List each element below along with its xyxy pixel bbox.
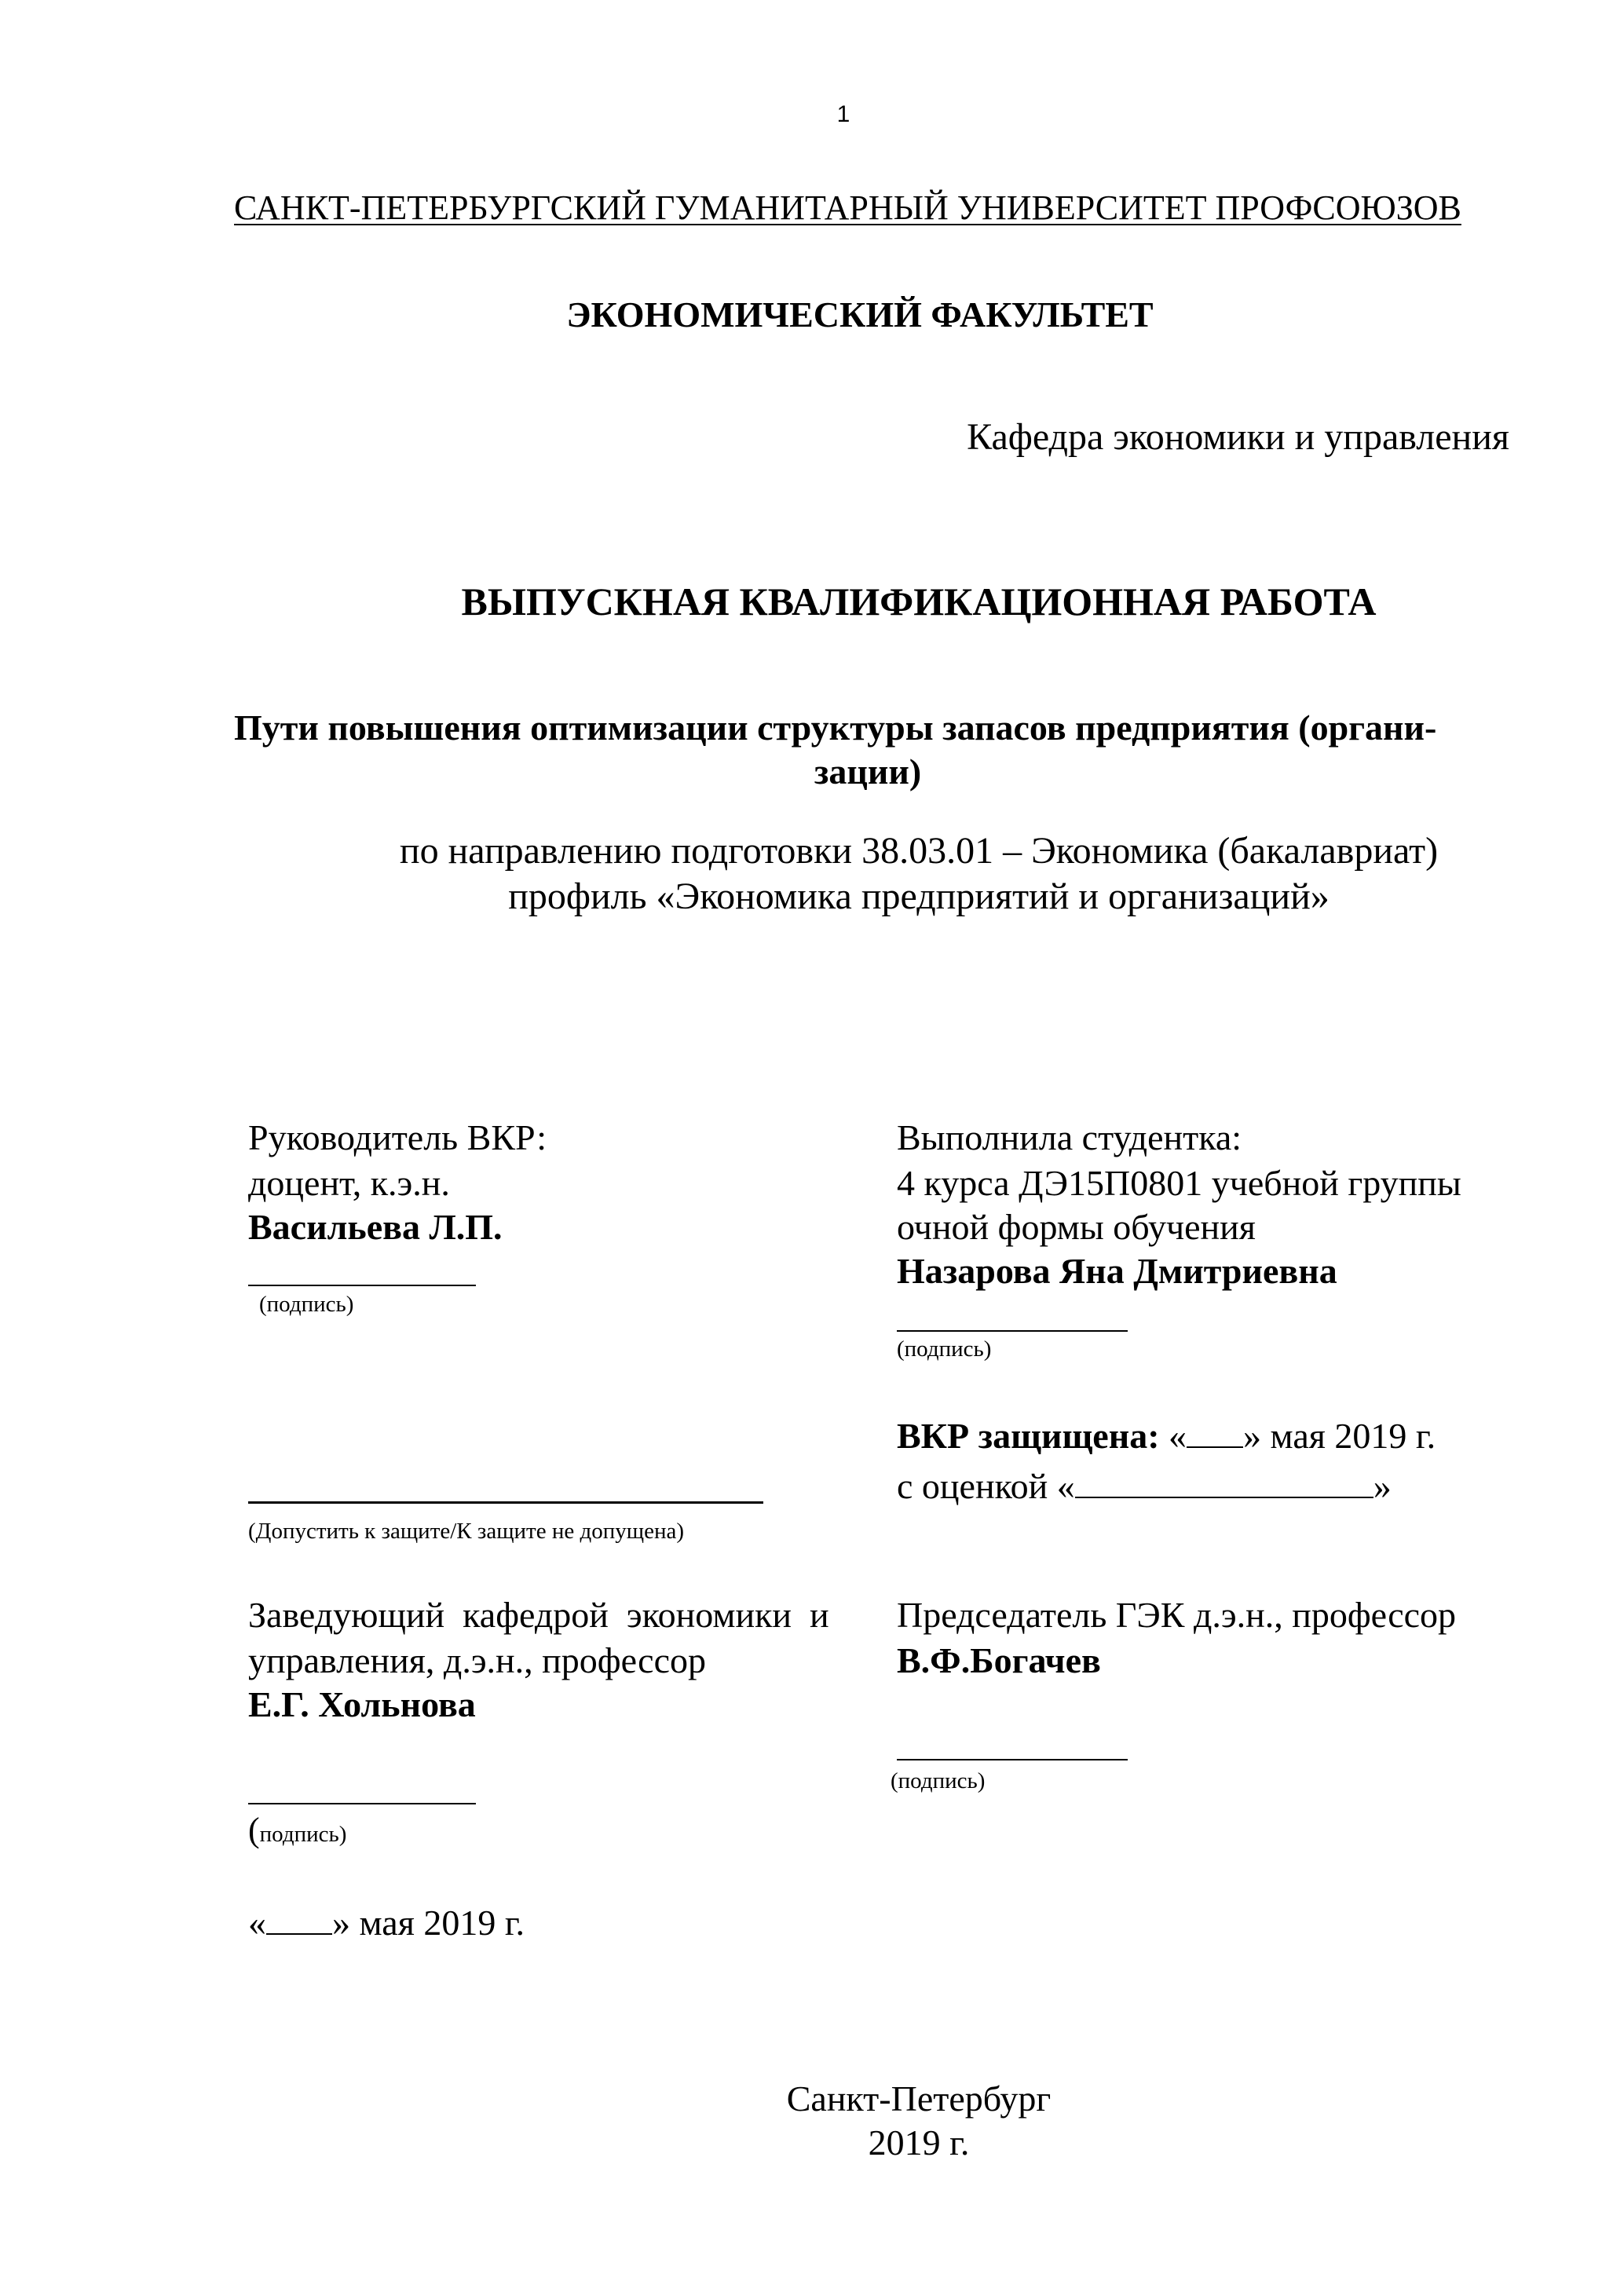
chairman-name: В.Ф.Богачев: [897, 1640, 1101, 1680]
student-course: 4 курса ДЭ15П0801 учебной группы: [897, 1163, 1461, 1203]
head-signature-caption: [248, 1811, 346, 1858]
head-signature-text: подпись): [259, 1822, 347, 1847]
head-signature-line: [248, 1803, 476, 1804]
supervisor-signature-caption: (подпись): [259, 1292, 354, 1317]
head-title-line1: Заведующий кафедрой экономики и: [248, 1595, 829, 1635]
admission-line: [248, 1501, 763, 1504]
defense-line: [897, 1413, 1436, 1459]
defense-date-open: «: [1169, 1416, 1187, 1456]
head-date-close: »: [332, 1903, 350, 1943]
supervisor-degree: доцент, к.э.н.: [248, 1163, 450, 1203]
department-name: Кафедра экономики и управления: [967, 416, 1509, 458]
page-number: 1: [836, 101, 850, 127]
head-day-blank: [266, 1933, 332, 1935]
work-type-title: ВЫПУСКНАЯ КВАЛИФИКАЦИОННАЯ РАБОТА: [461, 579, 1377, 623]
grade-line: [897, 1464, 1392, 1509]
supervisor-label: Руководитель ВКР:: [248, 1117, 547, 1157]
supervisor-signature-line: [248, 1285, 476, 1286]
defense-label: ВКР защищена:: [897, 1416, 1160, 1456]
footer-city: Санкт-Петербург: [786, 2078, 1052, 2119]
chairman-signature-caption: (подпись): [891, 1768, 986, 1793]
work-title-line2: зации): [814, 751, 922, 792]
direction-line: по направлению подготовки 38.03.01 – Экономика (бакалавриат): [399, 830, 1439, 872]
student-signature-caption: (подпись): [897, 1336, 992, 1362]
profile-line: профиль «Экономика предприятий и организаций»: [508, 876, 1330, 917]
head-date-open: «: [248, 1903, 266, 1943]
grade-label: с оценкой «: [897, 1466, 1075, 1506]
work-title-line1: Пути повышения оптимизации структуры запасов предприятия (органи-: [234, 707, 1437, 748]
defense-date-rest: мая 2019 г.: [1270, 1416, 1436, 1456]
head-date-line: [248, 1900, 525, 1946]
chairman-signature-line: [897, 1759, 1128, 1760]
grade-blank: [1075, 1497, 1373, 1498]
head-title-line2: управления, д.э.н., профессор: [248, 1640, 706, 1680]
chairman-title: Председатель ГЭК д.э.н., профессор: [897, 1595, 1457, 1635]
student-signature-line: [897, 1330, 1128, 1332]
student-label: Выполнила студентка:: [897, 1117, 1242, 1157]
university-name: САНКТ-ПЕТЕРБУРГСКИЙ ГУМАНИТАРНЫЙ УНИВЕРСИТЕТ ПРОФСОЮЗОВ: [234, 188, 1461, 227]
admission-caption: (Допустить к защите/К защите не допущена): [248, 1519, 685, 1544]
head-name: Е.Г. Хольнова: [248, 1684, 476, 1724]
footer-year: 2019 г.: [868, 2122, 970, 2163]
defense-date-close: »: [1243, 1416, 1262, 1456]
grade-close: »: [1373, 1466, 1392, 1506]
student-form: очной формы обучения: [897, 1207, 1256, 1247]
head-date-rest: мая 2019 г.: [359, 1903, 525, 1943]
supervisor-name: Васильева Л.П.: [248, 1207, 503, 1247]
student-name: Назарова Яна Дмитриевна: [897, 1251, 1337, 1291]
head-signature-paren: (: [248, 1811, 260, 1849]
faculty-name: ЭКОНОМИЧЕСКИЙ ФАКУЛЬТЕТ: [566, 294, 1154, 335]
defense-day-blank: [1187, 1446, 1243, 1448]
